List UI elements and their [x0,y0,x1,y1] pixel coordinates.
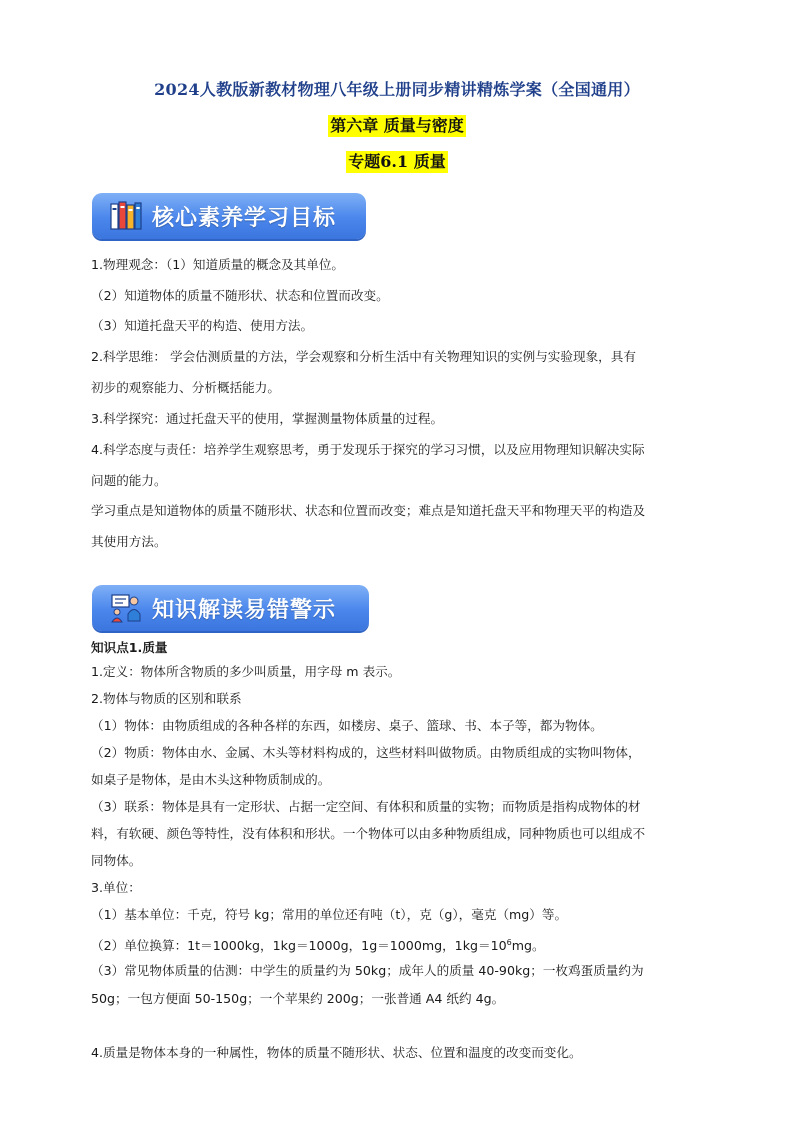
knowledge-line: 2.物体与物质的区别和联系 [91,691,242,706]
goal-line: （3）知道托盘天平的构造、使用方法。 [91,318,314,333]
knowledge-line: （3）联系：物体是具有一定形状、占据一定空间、有体积和质量的实物；而物质是指构成物体的材 [91,799,641,814]
topic-heading: 专题6.1 质量 [348,152,446,171]
knowledge-line: 同物体。 [91,853,142,868]
teacher-icon [110,592,142,624]
knowledge-line: 如桌子是物体，是由木头这种物质制成的。 [91,772,331,787]
unit-conversion-line [91,935,705,954]
goal-line: （2）知道物体的质量不随形状、状态和位置而改变。 [91,288,389,303]
knowledge-line: 3.单位： [91,880,141,895]
knowledge-line: （2）物质：物体由水、金属、木头等材料构成的，这些材料叫做物质。由物质组成的实物叫物体， [91,745,641,760]
unit-conversion-exponent: 6 [506,938,512,947]
learning-goals-banner [92,193,366,239]
topic-heading-row [0,151,794,173]
knowledge-line: 料，有软硬、颜色等特性，没有体积和形状。一个物体可以由多种物质组成，同种物质也可以组成不 [91,826,646,841]
document-title: 2024人教版新教材物理八年级上册同步精讲精炼学案（全国通用） [154,80,640,99]
chapter-heading-row [0,115,794,137]
goal-line: 2.科学思维： 学会估测质量的方法，学会观察和分析生活中有关物理知识的实例与实验现象，具有 [91,349,636,364]
knowledge-line: （1）物体：由物质组成的各种各样的东西，如楼房、桌子、篮球、书、本子等，都为物体。 [91,718,603,733]
knowledge-line: （1）基本单位：千克，符号 kg；常用的单位还有吨（t），克（g），毫克（mg）等。 [91,907,568,922]
chapter-heading: 第六章 质量与密度 [330,116,464,135]
goal-line: 3.科学探究：通过托盘天平的使用，掌握测量物体质量的过程。 [91,411,444,426]
knowledge-label: 知识解读易错警示 [152,597,337,623]
knowledge-point-heading: 知识点1.质量 [91,640,168,655]
books-icon [110,200,142,232]
estimate-line: （3）常见物体质量的估测：中学生的质量约为 50kg；成年人的质量 40-90kg；一枚鸡蛋质量约为 [91,963,644,978]
knowledge-banner [92,585,369,631]
estimate-line: 50g；一包方便面 50-150g；一个苹果约 200g；一张普通 A4 纸约 4g。 [91,991,505,1006]
learning-goals-label: 核心素养学习目标 [152,205,337,231]
goal-line: 4.科学态度与责任：培养学生观察思考，勇于发现乐于探究的学习习惯，以及应用物理知识解决实际 [91,442,645,457]
knowledge-line: 1.定义：物体所含物质的多少叫质量，用字母 m 表示。 [91,664,401,679]
goal-line: 1.物理观念：（1）知道质量的概念及其单位。 [91,257,345,272]
unit-conversion-suffix: mg。 [511,938,545,954]
goal-line: 学习重点是知道物体的质量不随形状、状态和位置而改变；难点是知道托盘天平和物理天平的构造及 [91,503,646,518]
mass-property-line: 4.质量是物体本身的一种属性，物体的质量不随形状、状态、位置和温度的改变而变化。 [91,1045,582,1060]
goal-line: 其使用方法。 [91,534,167,549]
goal-line: 问题的能力。 [91,473,167,488]
goal-line: 初步的观察能力、分析概括能力。 [91,380,280,395]
unit-conversion-text: （2）单位换算：1t＝1000kg，1kg＝1000g，1g＝1000mg，1kg＝10 [91,938,507,954]
